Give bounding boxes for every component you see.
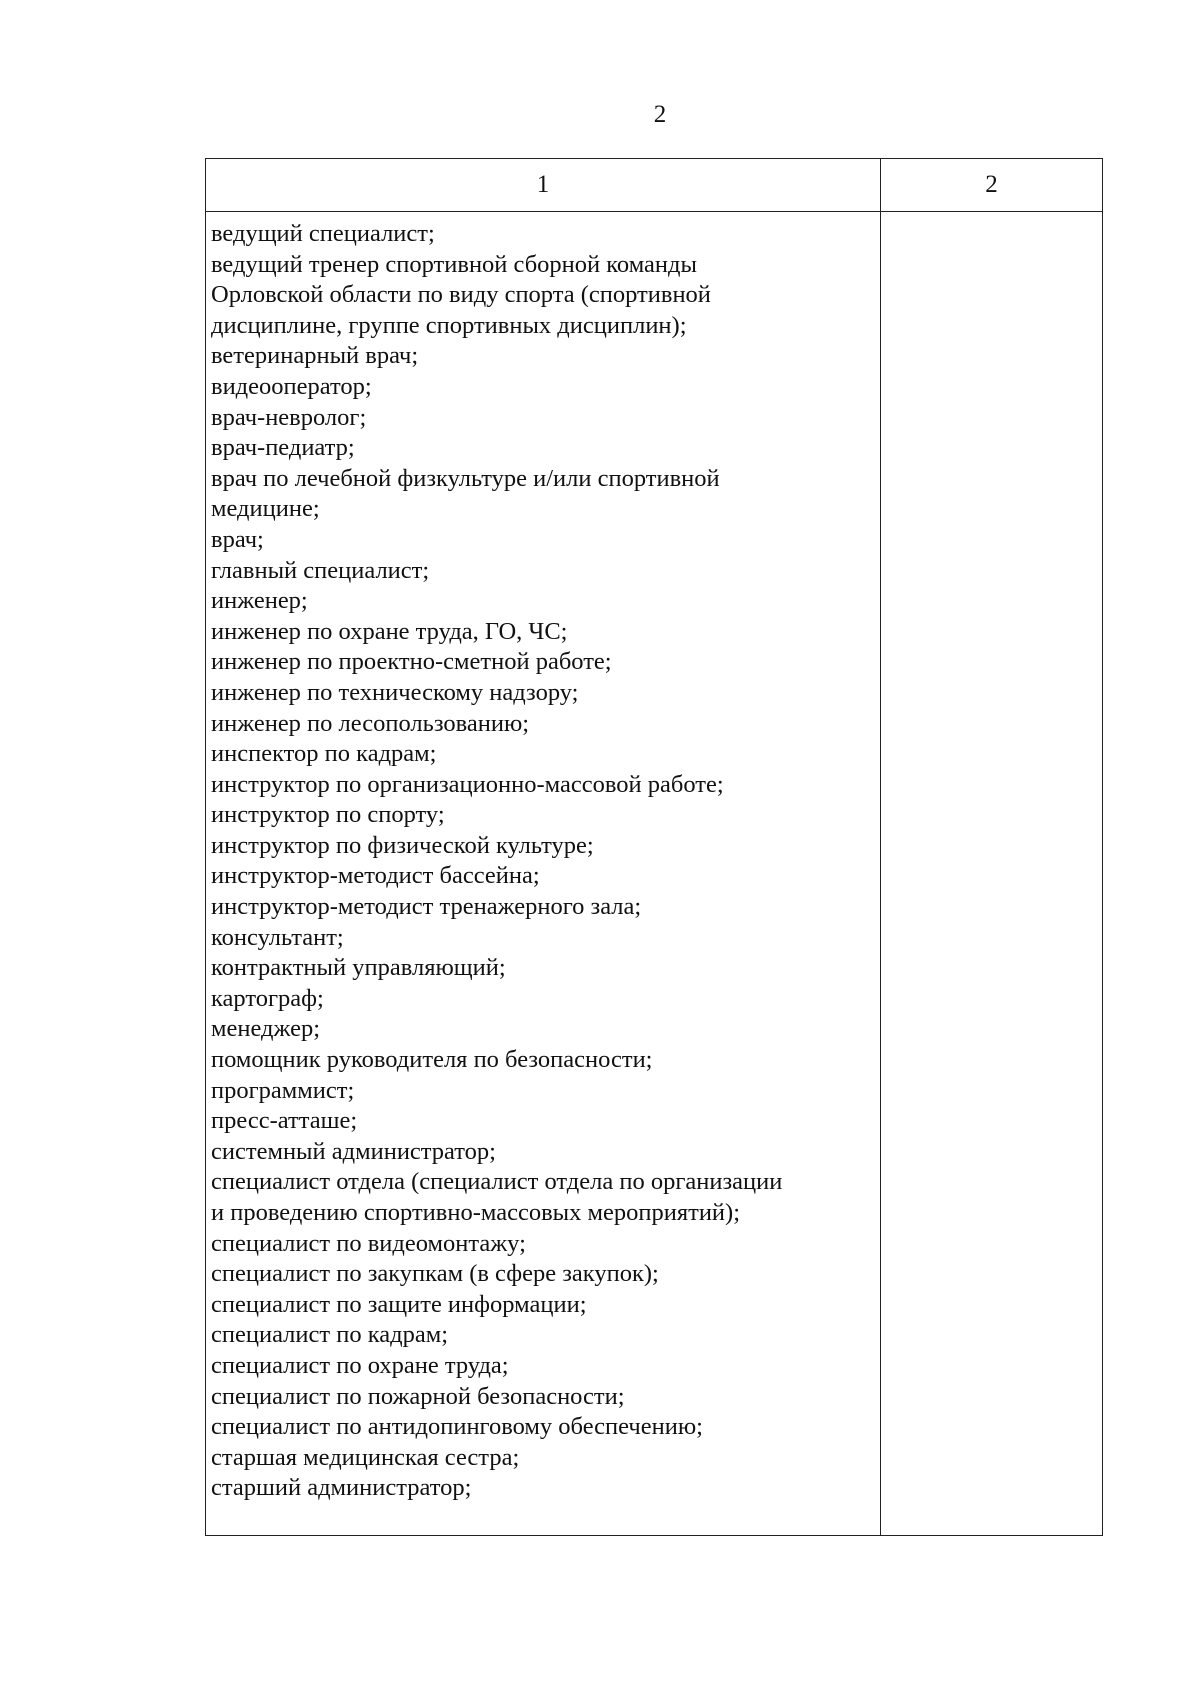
position-line: инструктор по физической культуре;: [211, 831, 594, 859]
position-line: инструктор-методист бассейна;: [211, 862, 540, 890]
page-number: 2: [653, 101, 667, 128]
position-line: менеджер;: [211, 1015, 321, 1043]
position-line: инженер по лесопользованию;: [211, 709, 530, 737]
position-line: врач-педиатр;: [211, 434, 355, 462]
position-line: консультант;: [211, 923, 344, 951]
position-list: [211, 219, 876, 1504]
position-line: специалист по антидопинговому обеспечению;: [211, 1413, 703, 1441]
position-line: картограф;: [211, 984, 324, 1012]
position-line: врач;: [211, 525, 264, 553]
table-header-column-2: 2: [985, 171, 998, 198]
position-line: специалист по кадрам;: [211, 1321, 449, 1349]
position-line: помощник руководителя по безопасности;: [211, 1046, 653, 1074]
position-line: специалист по защите информации;: [211, 1290, 587, 1318]
position-line: специалист по видеомонтажу;: [211, 1229, 526, 1257]
position-line: медицине;: [211, 495, 320, 523]
position-line: ветеринарный врач;: [211, 342, 419, 370]
position-line: старший администратор;: [211, 1474, 472, 1502]
position-line: Орловской области по виду спорта (спортивной: [211, 281, 711, 309]
position-line: пресс-атташе;: [211, 1107, 358, 1135]
position-line: контрактный управляющий;: [211, 954, 506, 982]
position-line: инженер;: [211, 587, 308, 615]
position-line: инструктор по организационно-массовой работе;: [211, 770, 724, 798]
position-line: программист;: [211, 1076, 355, 1104]
position-line: инспектор по кадрам;: [211, 740, 437, 768]
position-line: инженер по техническому надзору;: [211, 678, 579, 706]
position-line: ведущий специалист;: [211, 220, 435, 247]
table-header-row: [206, 159, 1102, 212]
position-line: и проведению спортивно-массовых мероприятий);: [211, 1199, 741, 1226]
position-line: дисциплине, группе спортивных дисциплин);: [211, 311, 687, 339]
position-line: системный администратор;: [211, 1137, 496, 1165]
column-divider: [880, 159, 881, 1535]
position-line: специалист отдела (специалист отдела по организации: [211, 1168, 783, 1196]
position-line: инженер по проектно-сметной работе;: [211, 648, 612, 676]
position-line: инструктор по спорту;: [211, 801, 445, 829]
position-line: видеооператор;: [211, 372, 372, 400]
position-line: специалист по охране труда;: [211, 1351, 509, 1379]
position-line: старшая медицинская сестра;: [211, 1443, 520, 1471]
position-line: специалист по закупкам (в сфере закупок);: [211, 1260, 659, 1288]
position-line: врач-невролог;: [211, 403, 367, 431]
position-line: специалист по пожарной безопасности;: [211, 1382, 625, 1410]
position-line: инженер по охране труда, ГО, ЧС;: [211, 617, 568, 645]
position-line: ведущий тренер спортивной сборной команды: [211, 250, 697, 278]
table-header-column-1: 1: [536, 171, 550, 198]
position-line: врач по лечебной физкультуре и/или спортивной: [211, 464, 720, 492]
position-line: главный специалист;: [211, 556, 430, 584]
positions-table: [205, 158, 1103, 1536]
position-line: инструктор-методист тренажерного зала;: [211, 893, 642, 921]
